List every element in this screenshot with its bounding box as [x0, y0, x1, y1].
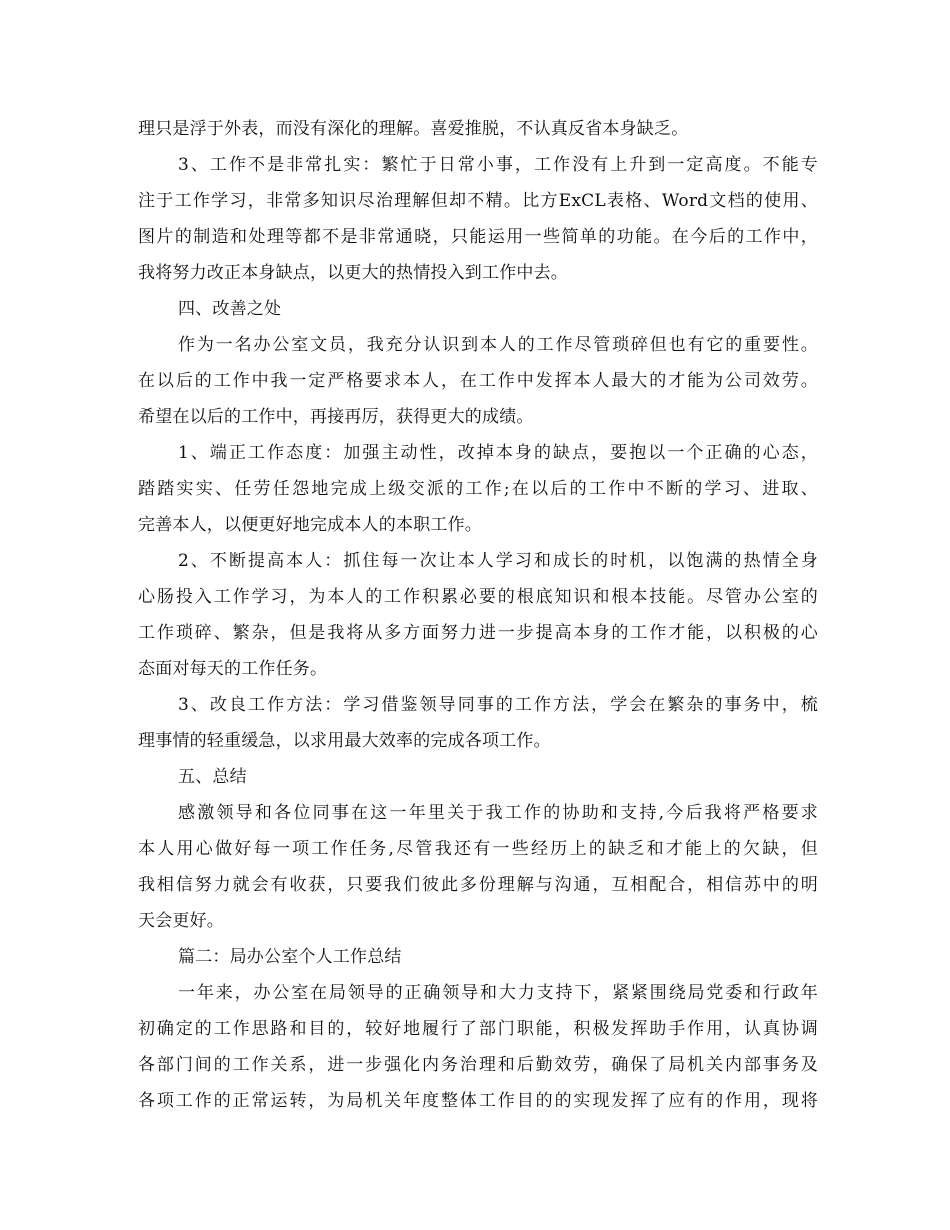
text-line: 态面对每天的工作任务。 — [138, 659, 328, 679]
text-line: 在以后的工作中我一定严格要求本人，在工作中发挥本人最大的才能为公司效劳。 — [138, 371, 818, 391]
text-line: 本人用心做好每一项工作任务,尽管我还有一些经历上的缺乏和才能上的欠缺，但 — [138, 839, 818, 859]
section-heading: 篇二：局办公室个人工作总结 — [178, 947, 402, 967]
text-line: 初确定的工作思路和目的，较好地履行了部门职能，积极发挥助手作用，认真协调 — [138, 1019, 818, 1039]
text-line: 3、改良工作方法：学习借鉴领导同事的工作方法，学会在繁杂的事务中，梳 — [178, 695, 818, 715]
text-line: 一年来，办公室在局领导的正确领导和大力支持下，紧紧围绕局党委和行政年 — [178, 983, 818, 1003]
text-line: 希望在以后的工作中，再接再厉，获得更大的成绩。 — [138, 407, 534, 427]
text-line: 3、工作不是非常扎实：繁忙于日常小事，工作没有上升到一定高度。不能专 — [178, 155, 818, 175]
text-line: 注于工作学习，非常多知识尽治理解但却不精。比方ExCL表格、Word文档的使用、 — [138, 191, 818, 211]
text-line: 理事情的轻重缓急，以求用最大效率的完成各项工作。 — [138, 731, 551, 751]
text-line: 完善本人，以便更好地完成本人的本职工作。 — [138, 515, 482, 535]
text-line: 工作琐碎、繁杂，但是我将从多方面努力进一步提高本身的工作才能，以积极的心 — [138, 623, 818, 643]
text-line: 我将努力改正本身缺点，以更大的热情投入到工作中去。 — [138, 263, 568, 283]
text-line: 我相信努力就会有收获，只要我们彼此多份理解与沟通，互相配合，相信苏中的明 — [138, 875, 818, 895]
text-line: 作为一名办公室文员，我充分认识到本人的工作尽管琐碎但也有它的重要性。 — [178, 335, 818, 355]
document-body — [138, 111, 818, 1119]
text-line: 踏踏实实、任劳任怨地完成上级交派的工作;在以后的工作中不断的学习、进取、 — [138, 479, 818, 499]
text-line: 1、端正工作态度：加强主动性，改掉本身的缺点，要抱以一个正确的心态， — [178, 443, 818, 463]
text-line: 心肠投入工作学习，为本人的工作积累必要的根底知识和根本技能。尽管办公室的 — [138, 587, 818, 607]
text-line: 感激领导和各位同事在这一年里关于我工作的协助和支持,今后我将严格要求 — [178, 803, 818, 823]
text-line: 2、不断提高本人：抓住每一次让本人学习和成长的时机，以饱满的热情全身 — [178, 551, 818, 571]
text-line: 图片的制造和处理等都不是非常通晓，只能运用一些简单的功能。在今后的工作中， — [138, 227, 818, 247]
text-line: 理只是浮于外表，而没有深化的理解。喜爱推脱，不认真反省本身缺乏。 — [138, 119, 689, 139]
text-line: 各部门间的工作关系，进一步强化内务治理和后勤效劳，确保了局机关内部事务及 — [138, 1055, 818, 1075]
text-line: 各项工作的正常运转，为局机关年度整体工作目的的实现发挥了应有的作用，现将 — [138, 1091, 818, 1111]
section-heading: 五、总结 — [178, 767, 247, 787]
section-heading: 四、改善之处 — [178, 299, 282, 319]
text-line: 天会更好。 — [138, 911, 224, 931]
